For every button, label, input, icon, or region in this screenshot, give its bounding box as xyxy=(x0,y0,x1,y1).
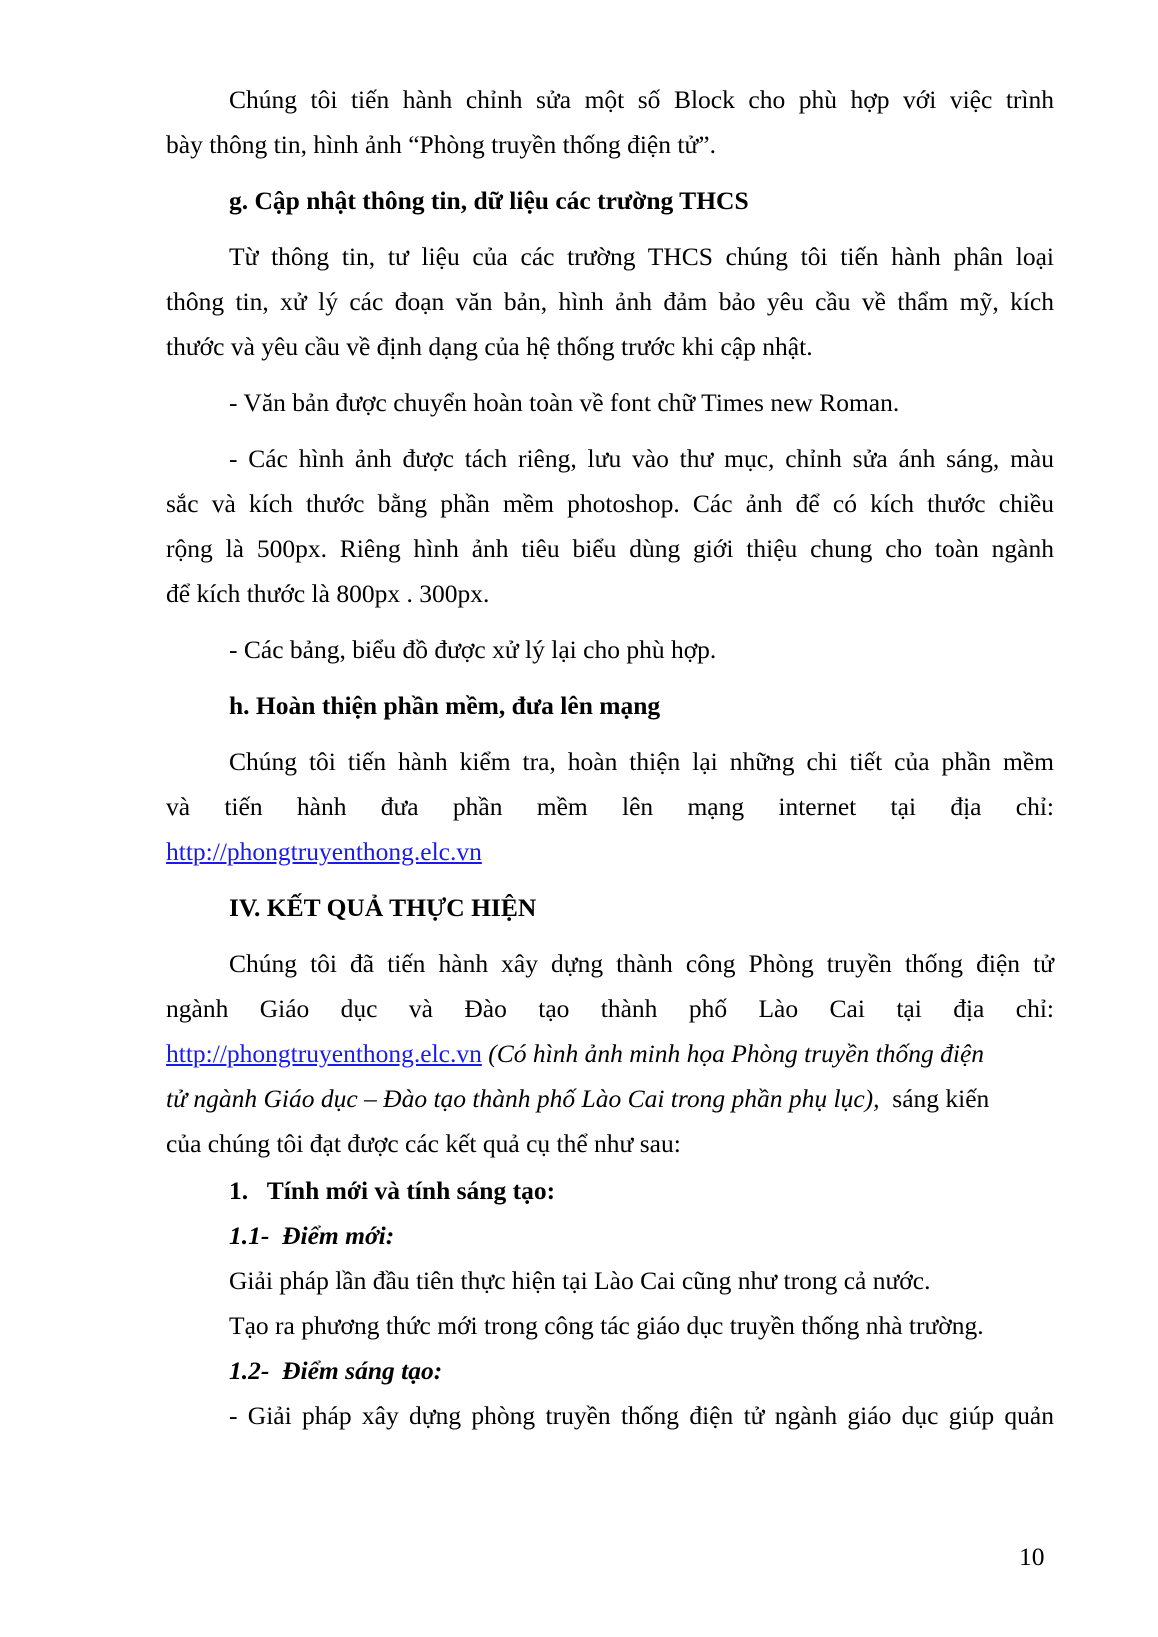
website-link[interactable]: http://phongtruyenthong.elc.vn xyxy=(166,837,482,866)
heading-1-1: 1.1- Điểm mới: xyxy=(229,1221,395,1250)
heading-iv: IV. KẾT QUẢ THỰC HIỆN xyxy=(229,893,537,922)
para-4-line-5: của chúng tôi đạt được các kết quả cụ thể như sau: xyxy=(166,1129,681,1158)
bullet-2-line-1: - Các hình ảnh được tách riêng, lưu vào thư mục, chỉnh sửa ánh sáng, màu xyxy=(229,444,1054,473)
para-4-italic-2: tử ngành Giáo dục – Đào tạo thành phố Lào Cai trong phần phụ lục), xyxy=(166,1084,880,1113)
bullet-2-line-4: để kích thước là 800px . 300px. xyxy=(166,579,490,608)
para-4-italic-1: (Có hình ảnh minh họa Phòng truyền thống điện xyxy=(481,1039,985,1068)
para-3-line-1: Chúng tôi tiến hành kiểm tra, hoàn thiện lại những chi tiết của phần mềm xyxy=(229,747,1054,776)
para-4-line-1: Chúng tôi đã tiến hành xây dựng thành công Phòng truyền thống điện tử xyxy=(229,949,1054,978)
heading-1-2: 1.2- Điểm sáng tạo: xyxy=(229,1356,443,1385)
heading-g: g. Cập nhật thông tin, dữ liệu các trường THCS xyxy=(229,186,749,215)
bullet-2-line-3: rộng là 500px. Riêng hình ảnh tiêu biểu dùng giới thiệu chung cho toàn ngành xyxy=(166,534,1054,563)
para-6: Tạo ra phương thức mới trong công tác giáo dục truyền thống nhà trường. xyxy=(229,1311,984,1340)
heading-h: h. Hoàn thiện phần mềm, đưa lên mạng xyxy=(229,691,661,720)
para-2-line-3: thước và yêu cầu về định dạng của hệ thống trước khi cập nhật. xyxy=(166,332,813,361)
para-4-line-3 xyxy=(166,1037,984,1071)
heading-1: 1. Tính mới và tính sáng tạo: xyxy=(229,1176,556,1205)
para-2-line-1: Từ thông tin, tư liệu của các trường THCS chúng tôi tiến hành phân loại xyxy=(229,242,1054,271)
para-4-line-4 xyxy=(166,1082,989,1116)
bullet-3: - Các bảng, biểu đồ được xử lý lại cho phù hợp. xyxy=(229,635,717,664)
para-4-line-2: ngành Giáo dục và Đào tạo thành phố Lào Cai tại địa chỉ: xyxy=(166,994,1054,1023)
para-1-line-1: Chúng tôi tiến hành chỉnh sửa một số Block cho phù hợp với việc trình xyxy=(229,85,1054,114)
bullet-1: - Văn bản được chuyển hoàn toàn về font chữ Times new Roman. xyxy=(229,388,900,417)
para-4-rest: sáng kiến xyxy=(879,1084,990,1113)
para-1-line-2: bày thông tin, hình ảnh “Phòng truyền thống điện tử”. xyxy=(166,130,716,159)
para-7: - Giải pháp xây dựng phòng truyền thống điện tử ngành giáo dục giúp quản xyxy=(229,1401,1054,1430)
bullet-2-line-2: sắc và kích thước bằng phần mềm photoshop. Các ảnh để có kích thước chiều xyxy=(166,489,1054,518)
para-5: Giải pháp lần đầu tiên thực hiện tại Lào Cai cũng như trong cả nước. xyxy=(229,1266,931,1295)
website-link-2[interactable]: http://phongtruyenthong.elc.vn xyxy=(166,1039,482,1068)
page-number: 10 xyxy=(1019,1542,1045,1571)
para-3-line-2: và tiến hành đưa phần mềm lên mạng internet tại địa chỉ: xyxy=(166,792,1054,821)
para-3-link-line xyxy=(166,835,482,869)
para-2-line-2: thông tin, xử lý các đoạn văn bản, hình ảnh đảm bảo yêu cầu về thẩm mỹ, kích xyxy=(166,287,1054,316)
